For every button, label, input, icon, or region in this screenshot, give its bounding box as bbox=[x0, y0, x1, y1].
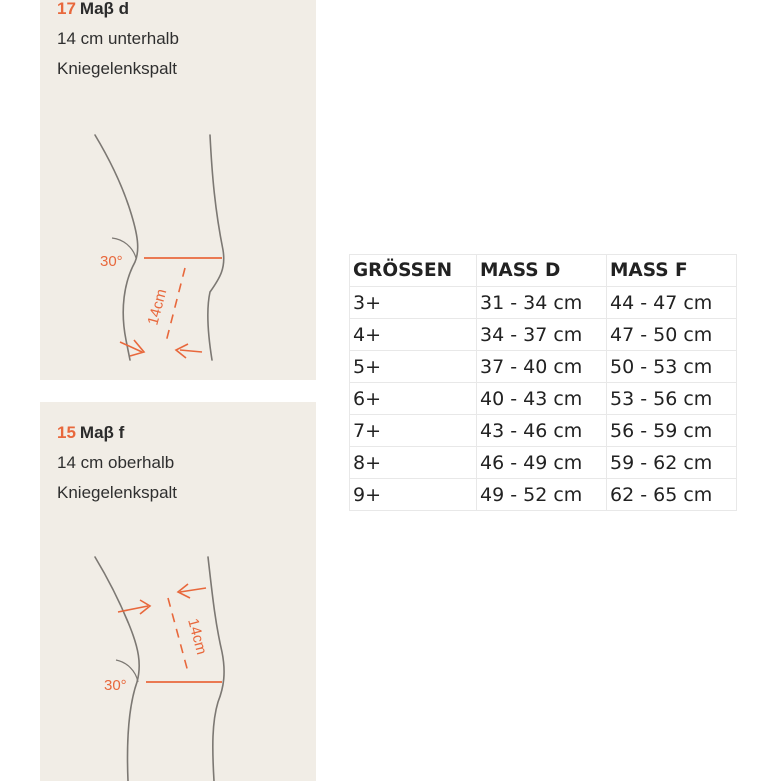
header-sizes: GRÖSSEN bbox=[350, 255, 477, 287]
measure-f-distance-label: 14cm bbox=[184, 616, 211, 657]
measure-f-angle-label: 30° bbox=[104, 677, 127, 694]
measure-f-number: 15 bbox=[57, 423, 76, 442]
size-table bbox=[349, 254, 737, 511]
measure-d-description-line1: 14 cm unterhalb bbox=[57, 29, 179, 48]
measure-d-angle-label: 30° bbox=[100, 253, 123, 270]
mass-d-cell: 37 - 40 cm bbox=[477, 351, 607, 383]
table-row bbox=[350, 319, 737, 351]
size-cell: 4+ bbox=[350, 319, 477, 351]
mass-f-cell: 53 - 56 cm bbox=[607, 383, 737, 415]
mass-d-cell: 40 - 43 cm bbox=[477, 383, 607, 415]
mass-d-cell: 34 - 37 cm bbox=[477, 319, 607, 351]
mass-d-cell: 31 - 34 cm bbox=[477, 287, 607, 319]
header-mass-f: MASS F bbox=[607, 255, 737, 287]
measure-d-description-line2: Kniegelenkspalt bbox=[57, 59, 178, 78]
mass-d-cell: 49 - 52 cm bbox=[477, 479, 607, 511]
table-row bbox=[350, 479, 737, 511]
mass-f-cell: 47 - 50 cm bbox=[607, 319, 737, 351]
table-row bbox=[350, 351, 737, 383]
measure-f-description-line2: Kniegelenkspalt bbox=[57, 483, 178, 502]
measure-d-panel bbox=[40, 0, 316, 380]
mass-f-cell: 56 - 59 cm bbox=[607, 415, 737, 447]
table-row bbox=[350, 383, 737, 415]
size-cell: 9+ bbox=[350, 479, 477, 511]
size-cell: 8+ bbox=[350, 447, 477, 479]
measure-f-description-line1: 14 cm oberhalb bbox=[57, 453, 175, 472]
mass-d-cell: 46 - 49 cm bbox=[477, 447, 607, 479]
table-row bbox=[350, 287, 737, 319]
size-cell: 7+ bbox=[350, 415, 477, 447]
measure-d-number: 17 bbox=[57, 0, 76, 18]
measure-f-label: Maβ f bbox=[79, 423, 125, 442]
mass-f-cell: 50 - 53 cm bbox=[607, 351, 737, 383]
size-cell: 6+ bbox=[350, 383, 477, 415]
mass-f-cell: 62 - 65 cm bbox=[607, 479, 737, 511]
mass-f-cell: 44 - 47 cm bbox=[607, 287, 737, 319]
size-table-header-row bbox=[350, 255, 737, 287]
measure-d-label: Maβ d bbox=[79, 0, 130, 18]
header-mass-d: MASS D bbox=[477, 255, 607, 287]
size-cell: 3+ bbox=[350, 287, 477, 319]
knee-below-illustration bbox=[40, 0, 316, 380]
table-row bbox=[350, 447, 737, 479]
size-cell: 5+ bbox=[350, 351, 477, 383]
table-row bbox=[350, 415, 737, 447]
measure-f-panel bbox=[40, 402, 316, 781]
mass-d-cell: 43 - 46 cm bbox=[477, 415, 607, 447]
measure-d-distance-label: 14cm bbox=[144, 287, 171, 328]
knee-above-illustration bbox=[40, 402, 316, 781]
mass-f-cell: 59 - 62 cm bbox=[607, 447, 737, 479]
